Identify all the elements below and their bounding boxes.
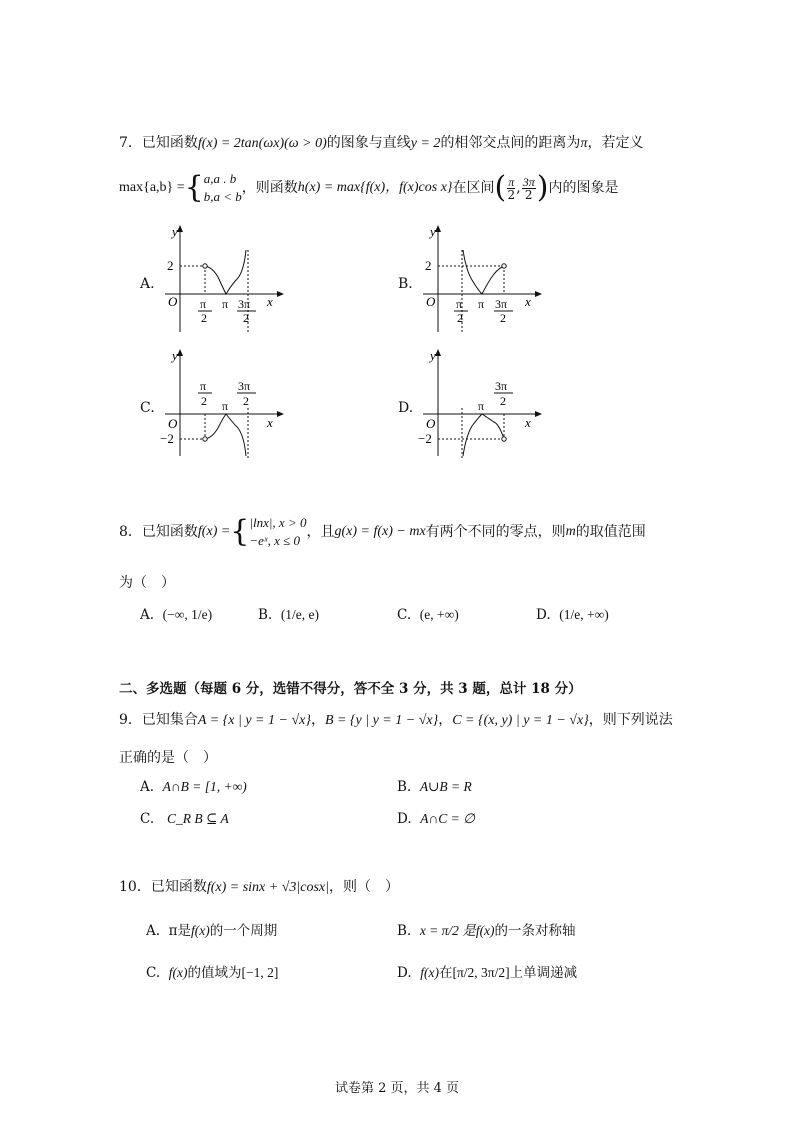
q9-line1: 9．已知集合A = {x | y = 1 − √x}，B = {y | y = 1 − √x}，C = {(x, y) | y = 1 − √x}，则下列说法: [119, 712, 673, 728]
option-text: 的一个周期: [209, 923, 278, 939]
option-b-label: B.: [398, 276, 413, 292]
x-axis-label: x: [525, 415, 531, 430]
paren-right: ): [536, 170, 549, 205]
origin-label: O: [426, 416, 436, 431]
option-fx: f(x): [191, 923, 210, 938]
q10-option-d[interactable]: [397, 961, 577, 981]
option-c-label: C.: [140, 400, 155, 416]
q8-text: 有两个不同的零点，则: [425, 524, 566, 540]
brace: {: [184, 170, 204, 205]
q10-text: 10．已知函数: [119, 879, 207, 895]
max-def: max{a,b} =: [119, 180, 185, 195]
q8-text: 8．已知函数: [119, 524, 198, 540]
q9-text: 9．已知集合: [119, 712, 198, 728]
option-a-label: A.: [140, 276, 155, 292]
q7-text: 在区间: [452, 180, 495, 196]
q10-fx: f(x) = sinx + √3|cosx|: [206, 880, 329, 895]
q7-text: 的图象与直线: [326, 135, 411, 151]
set-a: A = {x | y = 1 − √x}: [197, 713, 311, 728]
option-label: D.: [536, 607, 551, 623]
option-text: A∩C = ∅: [420, 811, 475, 826]
option-label: A.: [140, 779, 155, 795]
cases: [204, 170, 242, 206]
q8-m: m: [565, 524, 576, 539]
option-text: 的值域为: [187, 965, 242, 981]
option-text: C_R B ⊆ A: [167, 811, 229, 826]
x-axis-label: x: [525, 294, 531, 309]
option-text: 在: [438, 965, 453, 981]
q7-hx: h(x) = max{f(x)，f(x)cos x}: [297, 180, 453, 195]
tick: 3π: [238, 379, 251, 393]
tick: 2: [243, 394, 249, 408]
option-text: x = π/2 是: [419, 923, 476, 938]
option-fx: f(x): [420, 965, 439, 980]
q9-text: ，则下列说法: [588, 712, 673, 728]
option-label: C.: [397, 607, 412, 623]
option-interval: [π/2, 3π/2]: [452, 965, 510, 980]
case-1: a,a . b: [203, 171, 237, 186]
option-d-label: D.: [398, 400, 414, 416]
option-text: (1/e, e): [280, 607, 320, 622]
tick: π: [478, 399, 485, 413]
case-2: b,a < b: [203, 189, 242, 204]
option-text: 上单调递减: [509, 965, 578, 981]
option-text: A∩B = [1, +∞): [162, 779, 247, 794]
q9-option-a[interactable]: [140, 779, 247, 795]
x-axis-label: x: [267, 294, 273, 309]
tick: π: [200, 297, 207, 311]
q10-text: ，则（ ）: [328, 879, 399, 895]
frac-left: [507, 176, 515, 201]
case-2: −eˣ, x ≤ 0: [249, 533, 301, 548]
tick: π: [200, 379, 207, 393]
den: 2: [507, 187, 516, 202]
y-axis-label: y: [430, 348, 436, 363]
q8-text: ，且: [306, 524, 335, 540]
y-axis-label: y: [172, 348, 178, 363]
q8-gx: g(x) = f(x) − mx: [334, 524, 426, 539]
q8-line2: 为（ ）: [119, 575, 175, 591]
q7-text: 内的图象是: [548, 180, 619, 196]
option-label: B.: [258, 607, 273, 623]
y-axis-label: y: [430, 224, 436, 239]
num: π: [508, 174, 515, 189]
q7-text: 7．已知函数: [119, 135, 198, 151]
q7-fx: f(x) = 2tan(ωx)(ω > 0): [197, 136, 327, 151]
level-label: −2: [160, 431, 174, 446]
option-label: A.: [146, 923, 161, 939]
case-1: |lnx|, x > 0: [249, 515, 307, 530]
tick: 3π: [238, 297, 251, 311]
page-footer: 试卷第 2 页，共 4 页: [334, 1081, 460, 1096]
origin-label: O: [426, 294, 436, 309]
q8-option-a[interactable]: [140, 607, 212, 623]
q9-option-c[interactable]: [140, 811, 229, 827]
origin-label: O: [168, 294, 178, 309]
level-label: 2: [425, 258, 432, 273]
tick: π: [222, 297, 229, 311]
option-text: A∪B = R: [419, 779, 472, 794]
option-label: C.: [146, 965, 161, 981]
q7-text: ，则函数: [241, 180, 298, 196]
q8-option-c[interactable]: [397, 607, 459, 623]
option-text: 的一条对称轴: [494, 923, 576, 939]
q9-option-d[interactable]: [397, 811, 475, 827]
tick: 2: [500, 394, 506, 408]
y-axis-label: y: [172, 224, 178, 239]
q7-line1: [119, 133, 643, 154]
q10-option-b[interactable]: [397, 919, 576, 939]
tick: π: [456, 297, 463, 311]
frac-right: [522, 176, 536, 201]
option-label: C.: [140, 811, 155, 827]
q8-text: 的取值范围: [575, 524, 646, 540]
set-c: C = {(x, y) | y = 1 − √x}: [452, 713, 589, 728]
q7-text: 的相邻交点间的距离为: [440, 135, 581, 151]
tick: 2: [201, 394, 207, 408]
option-text: (e, +∞): [419, 607, 459, 622]
section-heading: 二、多选题（每题 6 分，选错不得分，答不全 3 分，共 3 题，总计 18 分）: [119, 681, 582, 697]
q10-line1: [119, 877, 399, 898]
q8-option-d[interactable]: [536, 607, 609, 623]
set-b: B = {y | y = 1 − √x}: [324, 713, 439, 728]
level-label: 2: [167, 258, 174, 273]
option-text: π是: [168, 923, 192, 939]
q10-option-a[interactable]: [146, 919, 277, 939]
option-label: B.: [397, 779, 412, 795]
paren-left: (: [494, 170, 507, 205]
tick: 2: [457, 311, 463, 325]
q8-cases: [249, 514, 306, 550]
q7-line2: max{a,b} = { a,a . b b,a < b ，则函数 h(x) = max{f(x)，f(x)cos x} 在区间 ( $\frac{\pi}{2}$ , $\frac{3\pi}{2}$ ) 内的图象是: [119, 170, 619, 205]
den: 2: [524, 187, 533, 202]
origin-label: O: [168, 416, 178, 431]
graph-c: [160, 346, 285, 461]
x-axis-label: x: [267, 415, 273, 430]
q8-option-b[interactable]: [258, 607, 319, 623]
option-label: D.: [397, 811, 412, 827]
tick: 2: [500, 311, 506, 325]
num: 3π: [522, 174, 535, 189]
graph-d: [418, 346, 543, 461]
tick: 3π: [495, 297, 508, 311]
option-text: (1/e, +∞): [559, 607, 609, 622]
q7-pi: π: [580, 136, 588, 151]
tick: 2: [201, 311, 207, 325]
brace: {: [230, 514, 250, 549]
option-range: [−1, 2]: [241, 965, 279, 980]
q9-line2: 正确的是（ ）: [119, 750, 217, 766]
tick: π: [222, 399, 229, 413]
tick: 2: [243, 311, 249, 325]
graph-a: [160, 222, 285, 337]
q7-line-y: y = 2: [410, 136, 441, 151]
option-text: (−∞, 1/e): [162, 607, 213, 622]
graph-b: [418, 222, 543, 337]
option-fx: f(x): [475, 923, 495, 938]
option-label: A.: [140, 607, 155, 623]
q8-line1: [119, 512, 646, 552]
q10-option-c[interactable]: [146, 961, 278, 981]
option-label: D.: [397, 965, 412, 981]
option-fx: f(x): [168, 965, 188, 980]
tick: 3π: [495, 379, 508, 393]
option-label: B.: [397, 923, 412, 939]
tick: π: [478, 297, 485, 311]
level-label: −2: [418, 431, 432, 446]
q8-fx: f(x) =: [197, 524, 231, 539]
q9-option-b[interactable]: [397, 779, 472, 795]
q7-text: ，若定义: [587, 135, 644, 151]
